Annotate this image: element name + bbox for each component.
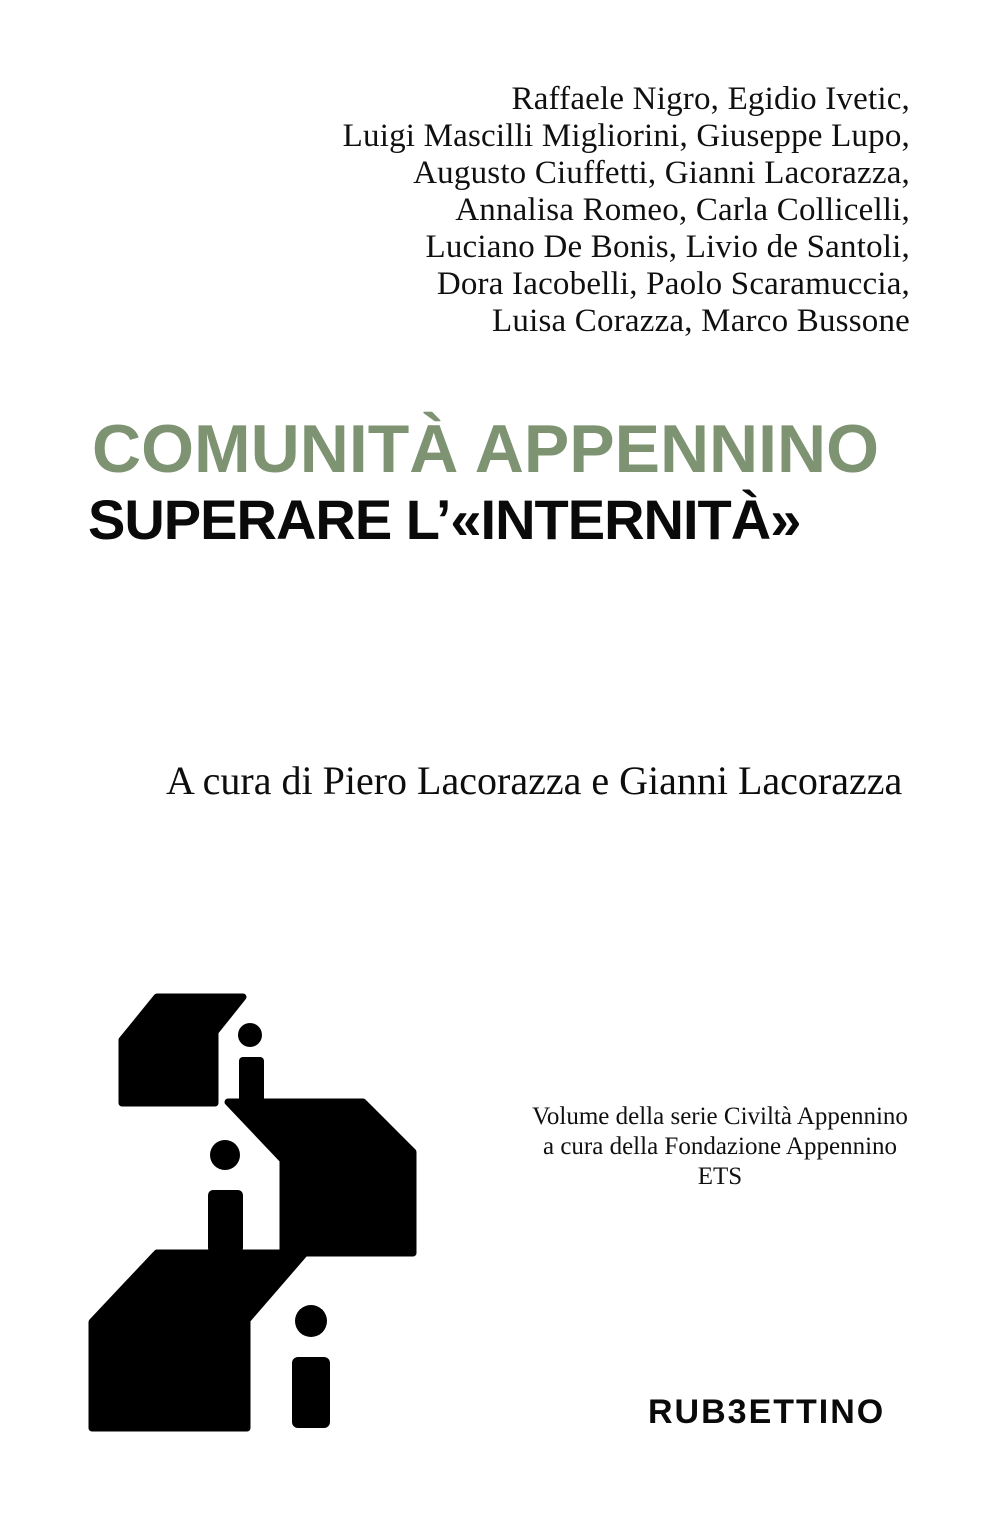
editors-line: A cura di Piero Lacorazza e Gianni Lacorazza (166, 758, 903, 803)
publisher-logo: RUB3ETTINO (648, 1393, 886, 1431)
person-dot-small-icon (238, 1023, 262, 1047)
house-middle-icon (228, 1102, 413, 1253)
person-body-small-icon (239, 1057, 264, 1103)
author-list (343, 81, 910, 340)
series-note-line: Volume della serie Civiltà Appennino (532, 1103, 908, 1130)
house-top-icon (122, 997, 243, 1103)
author-line: Luciano De Bonis, Livio de Santoli, (425, 229, 910, 265)
author-line: Luigi Mascilli Migliorini, Giuseppe Lupo, (342, 118, 910, 154)
author-line: Raffaele Nigro, Egidio Ivetic, (511, 81, 910, 117)
author-line: Dora Iacobelli, Paolo Scaramuccia, (436, 266, 910, 302)
house-bottom-icon (92, 1253, 305, 1428)
person-dot-medium-icon (210, 1140, 240, 1170)
person-body-medium-icon (208, 1190, 243, 1253)
author-line: Luisa Corazza, Marco Bussone (492, 303, 910, 339)
series-note-line: a cura della Fondazione Appennino ETS (542, 1133, 898, 1190)
author-line: Annalisa Romeo, Carla Collicelli, (455, 192, 910, 228)
book-subtitle: SUPERARE L’«INTERNITÀ» (88, 488, 801, 551)
person-body-large-icon (292, 1357, 330, 1428)
person-dot-large-icon (295, 1305, 327, 1337)
series-note (520, 1102, 920, 1192)
author-line: Augusto Ciuffetti, Gianni Lacorazza, (413, 155, 910, 191)
houses-and-people-icon (85, 985, 425, 1455)
book-title: COMUNITÀ APPENNINO (92, 411, 880, 487)
